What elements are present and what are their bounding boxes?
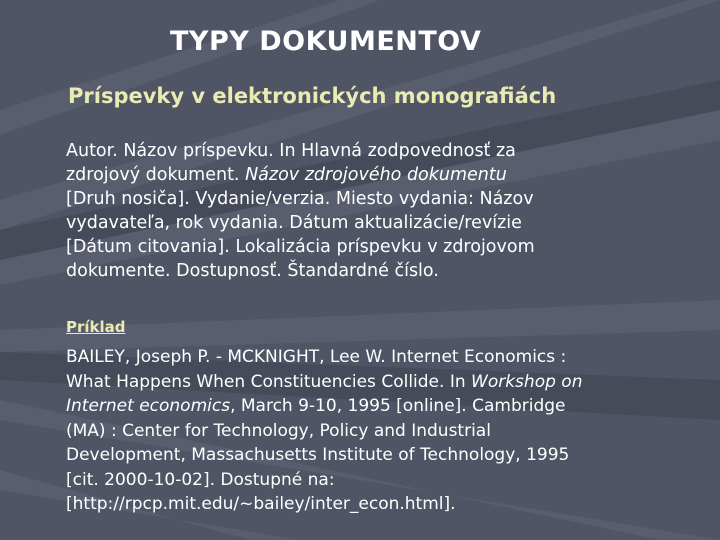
citation-format-description	[66, 139, 686, 283]
format-line: [Druh nosiča]. Vydanie/verzia. Miesto vydania: Názov	[66, 189, 534, 209]
example-line: Internet economics, March 9-10, 1995 [online]. Cambridge	[66, 396, 566, 416]
example-line: [cit. 2000-10-02]. Dostupné na:	[66, 469, 335, 490]
source-document-title-placeholder: Názov zdrojového dokumentu	[245, 165, 507, 185]
example-citation	[66, 345, 706, 517]
slide-title: TYPY DOKUMENTOV	[170, 26, 482, 57]
format-line: zdrojový dokument. Názov zdrojového dokumentu	[66, 165, 507, 185]
format-line: dokumente. Dostupnosť. Štandardné číslo.	[66, 261, 439, 281]
example-line: (MA) : Center for Technology, Policy and Industrial	[66, 420, 491, 441]
example-label: Príklad	[66, 318, 126, 336]
example-url-line: [http://rpcp.mit.edu/~bailey/inter_econ.html].	[66, 494, 456, 514]
workshop-title-italic: Workshop on	[471, 371, 583, 392]
example-line: BAILEY, Joseph P. - MCKNIGHT, Lee W. Internet Economics :	[66, 347, 567, 367]
format-line: [Dátum citovania]. Lokalizácia príspevku v zdrojovom	[66, 237, 535, 257]
format-line: vydavateľa, rok vydania. Dátum aktualizácie/revízie	[66, 213, 522, 233]
example-line: Development, Massachusetts Institute of Technology, 1995	[66, 445, 570, 465]
workshop-title-italic-cont: Internet economics	[66, 396, 231, 416]
format-line: Autor. Názov príspevku. In Hlavná zodpovednosť za	[66, 141, 516, 161]
slide-subtitle: Príspevky v elektronických monografiách	[68, 84, 557, 108]
example-line: What Happens When Constituencies Collide. In Workshop on	[66, 371, 583, 392]
